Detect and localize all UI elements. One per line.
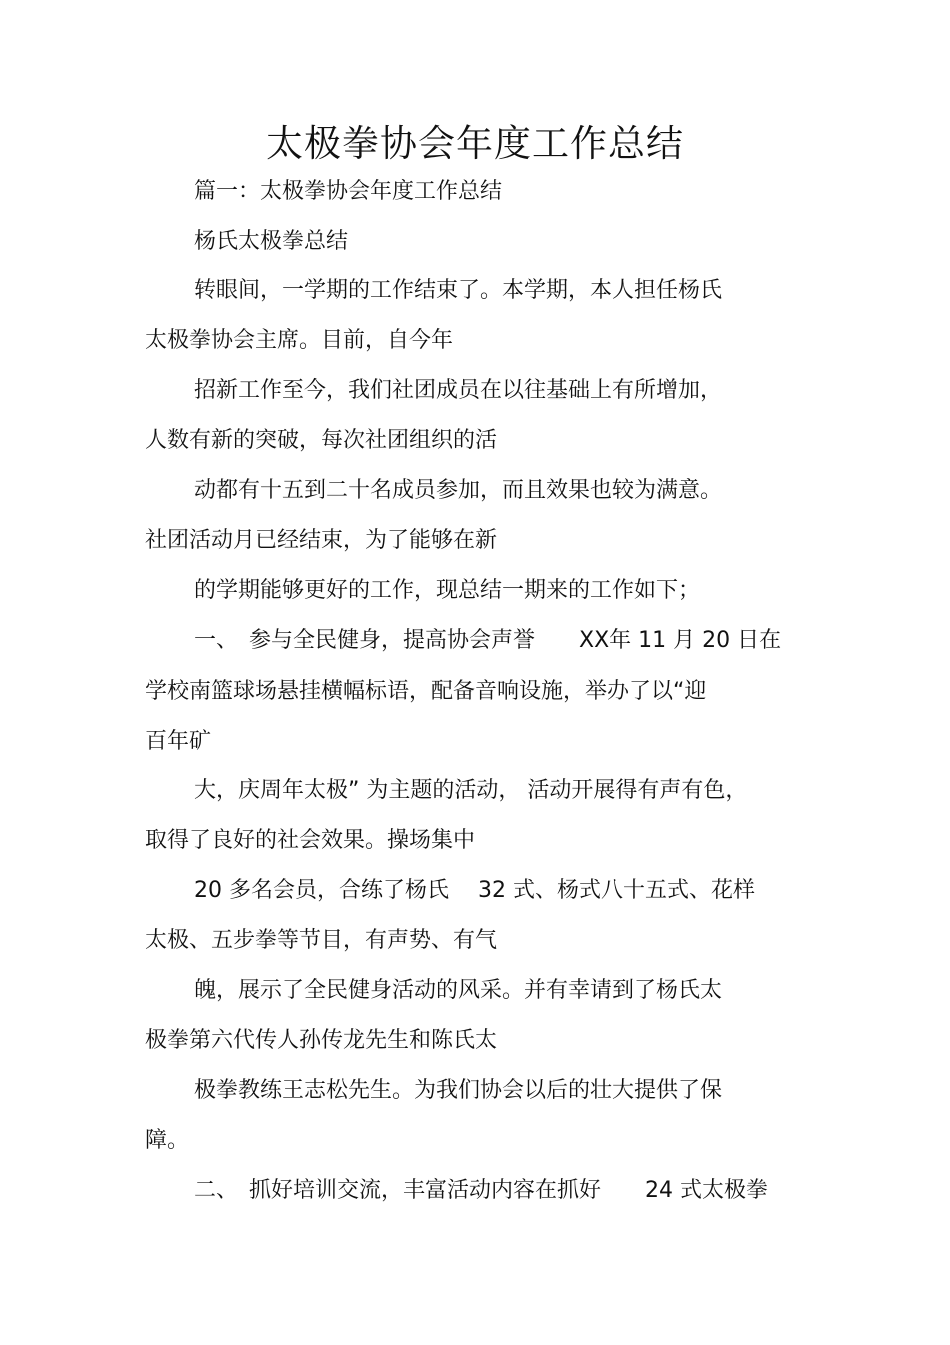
section-line: 一、 参与全民健身，提高协会声誉 XX年 11 月 20 日在	[194, 628, 782, 653]
paragraph-line: 20 多名会员，合练了杨氏 32 式、杨式八十五式、花样	[194, 878, 755, 903]
document-title: 太极拳协会年度工作总结	[266, 122, 684, 165]
paragraph-line: 极拳教练王志松先生。为我们协会以后的壮大提供了保	[194, 1078, 723, 1103]
paragraph-line: 学校南篮球场悬挂横幅标语，配备音响设施，举办了以“迎	[145, 679, 707, 704]
paragraph-line: 招新工作至今，我们社团成员在以往基础上有所增加，	[194, 378, 723, 403]
paragraph-line: 动都有十五到二十名成员参加，而且效果也较为满意。	[194, 478, 723, 503]
paragraph-line: 人数有新的突破，每次社团组织的活	[145, 428, 498, 453]
paragraph-line: 障。	[145, 1128, 190, 1153]
paragraph-line: 极拳第六代传人孙传龙先生和陈氏太	[145, 1028, 498, 1053]
section-line: 二、 抓好培训交流，丰富活动内容在抓好 24 式太极拳	[194, 1178, 768, 1203]
paragraph-line: 大，庆周年太极” 为主题的活动， 活动开展得有声有色，	[194, 778, 748, 803]
subheading: 杨氏太极拳总结	[194, 229, 349, 254]
paragraph-line: 太极、五步拳等节目，有声势、有气	[145, 928, 498, 953]
section-heading: 篇一：太极拳协会年度工作总结	[194, 179, 503, 204]
paragraph-line: 百年矿	[145, 729, 212, 754]
paragraph-line: 魄，展示了全民健身活动的风采。并有幸请到了杨氏太	[194, 978, 723, 1003]
paragraph-line: 社团活动月已经结束，为了能够在新	[145, 528, 498, 553]
paragraph-line: 太极拳协会主席。目前，自今年	[145, 328, 454, 353]
paragraph-line: 转眼间，一学期的工作结束了。本学期，本人担任杨氏	[194, 278, 723, 303]
paragraph-line: 取得了良好的社会效果。操场集中	[145, 828, 476, 853]
paragraph-line: 的学期能够更好的工作，现总结一期来的工作如下；	[194, 578, 701, 603]
